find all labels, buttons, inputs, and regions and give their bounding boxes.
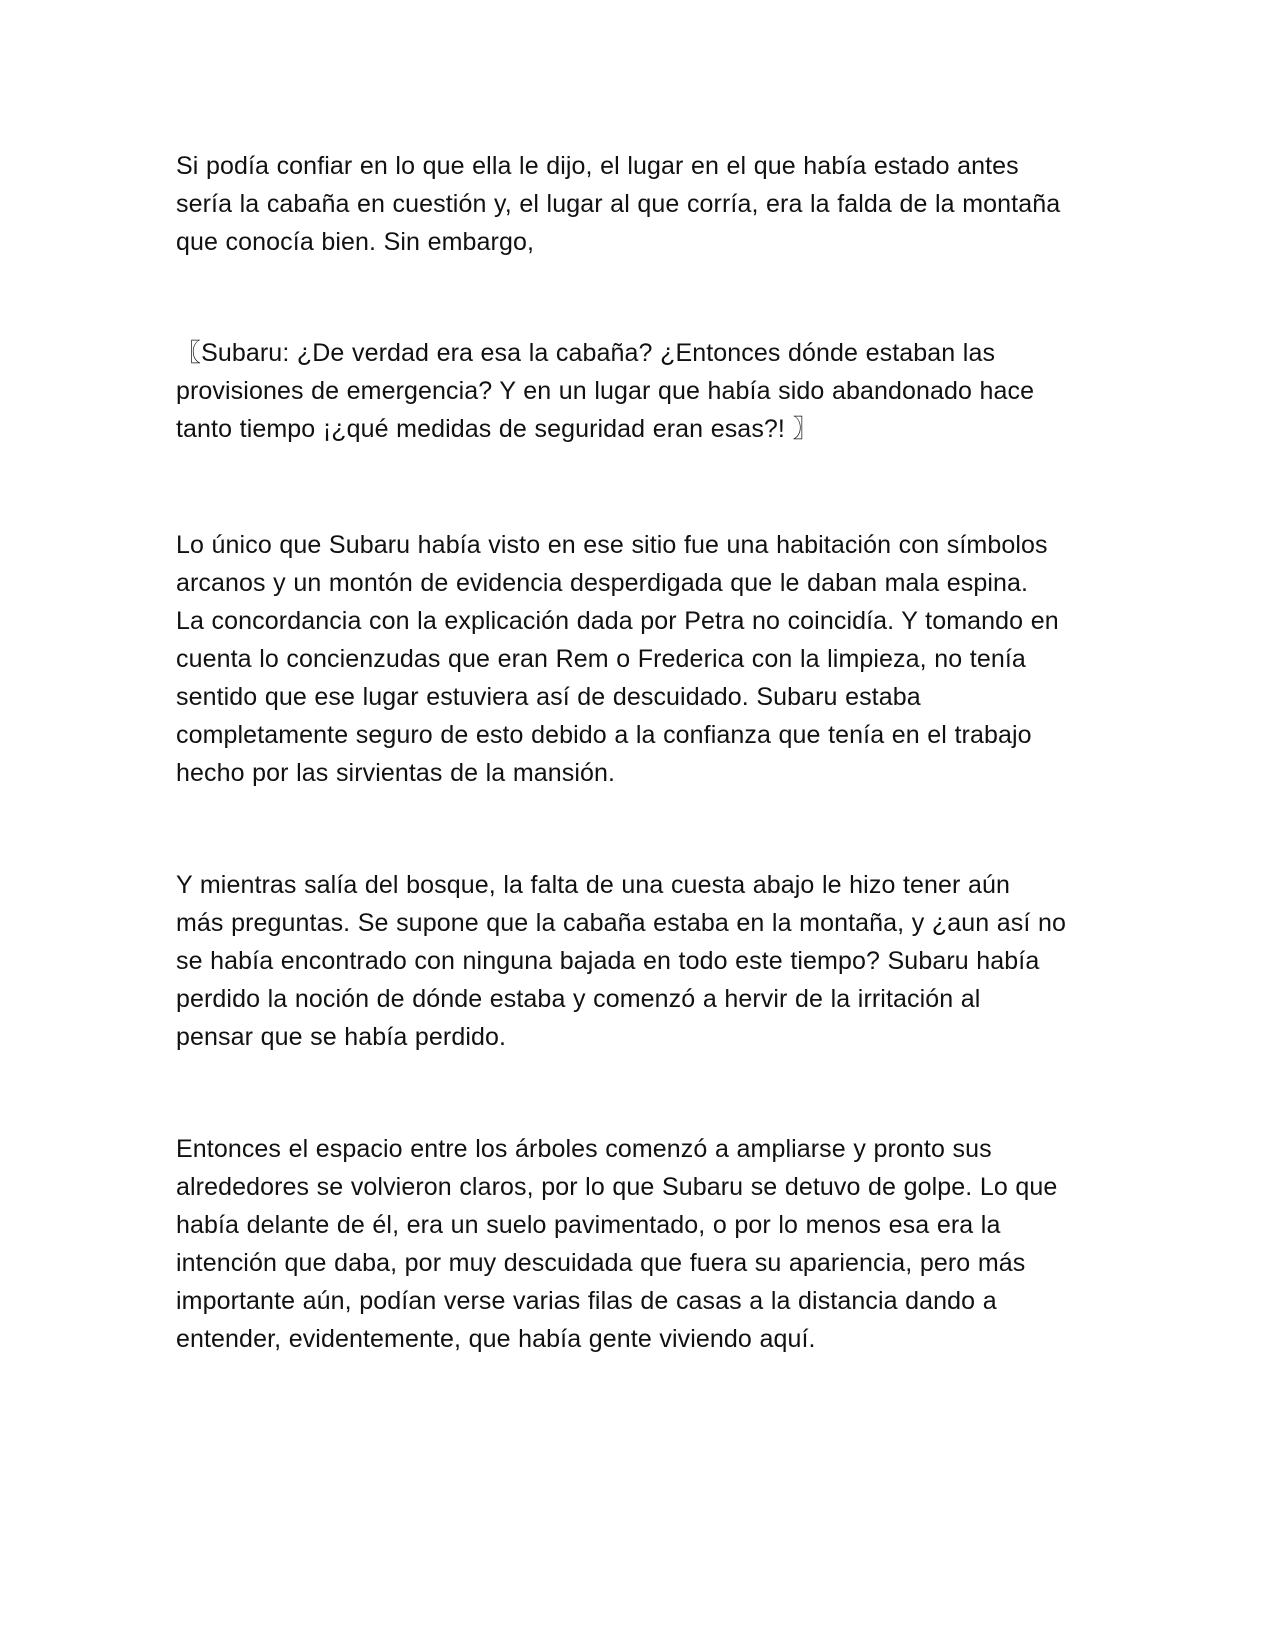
paragraph-line: completamente seguro de esto debido a la confianza que tenía en el trabajo (176, 721, 1032, 749)
paragraph-5 (176, 1130, 1106, 1358)
paragraph-line: intención que daba, por muy descuidada que fuera su apariencia, pero más (176, 1249, 1026, 1277)
paragraph-line: más preguntas. Se supone que la cabaña estaba en la montaña, y ¿aun así no (176, 909, 1066, 937)
paragraph-line: tanto tiempo ¡¿qué medidas de seguridad eran esas?! 〗 (176, 415, 818, 443)
paragraph-line: sería la cabaña en cuestión y, el lugar al que corría, era la falda de la montaña (176, 190, 1061, 218)
paragraph-line: Entonces el espacio entre los árboles comenzó a ampliarse y pronto sus (176, 1135, 992, 1163)
paragraph-line: 〖Subaru: ¿De verdad era esa la cabaña? ¿Entonces dónde estaban las (176, 339, 996, 367)
paragraph-line: Y mientras salía del bosque, la falta de una cuesta abajo le hizo tener aún (176, 871, 1011, 899)
paragraph-line: se había encontrado con ninguna bajada en todo este tiempo? Subaru había (176, 947, 1040, 975)
paragraph-line: arcanos y un montón de evidencia desperdigada que le daban mala espina. (176, 569, 1029, 597)
paragraph-1 (176, 147, 1106, 261)
paragraph-line: hecho por las sirvientas de la mansión. (176, 759, 616, 787)
paragraph-line: La concordancia con la explicación dada por Petra no coincidía. Y tomando en (176, 607, 1059, 635)
paragraph-line: Lo único que Subaru había visto en ese sitio fue una habitación con símbolos (176, 531, 1048, 559)
paragraph-line: importante aún, podían verse varias filas de casas a la distancia dando a (176, 1287, 997, 1315)
paragraph-3 (176, 526, 1106, 792)
paragraph-line: alrededores se volvieron claros, por lo que Subaru se detuvo de golpe. Lo que (176, 1173, 1058, 1201)
paragraph-line: provisiones de emergencia? Y en un lugar que había sido abandonado hace (176, 377, 1035, 405)
paragraph-line: pensar que se había perdido. (176, 1023, 507, 1051)
paragraph-line: sentido que ese lugar estuviera así de descuidado. Subaru estaba (176, 683, 921, 711)
paragraph-4 (176, 866, 1106, 1056)
paragraph-2-dialogue (176, 334, 1106, 448)
paragraph-line: había delante de él, era un suelo pavimentado, o por lo menos esa era la (176, 1211, 1001, 1239)
paragraph-line: entender, evidentemente, que había gente viviendo aquí. (176, 1325, 816, 1353)
paragraph-line: cuenta lo concienzudas que eran Rem o Frederica con la limpieza, no tenía (176, 645, 1026, 673)
paragraph-line: perdido la noción de dónde estaba y comenzó a hervir de la irritación al (176, 985, 981, 1013)
paragraph-line: Si podía confiar en lo que ella le dijo, el lugar en el que había estado antes (176, 152, 1019, 180)
paragraph-line: que conocía bien. Sin embargo, (176, 228, 535, 256)
